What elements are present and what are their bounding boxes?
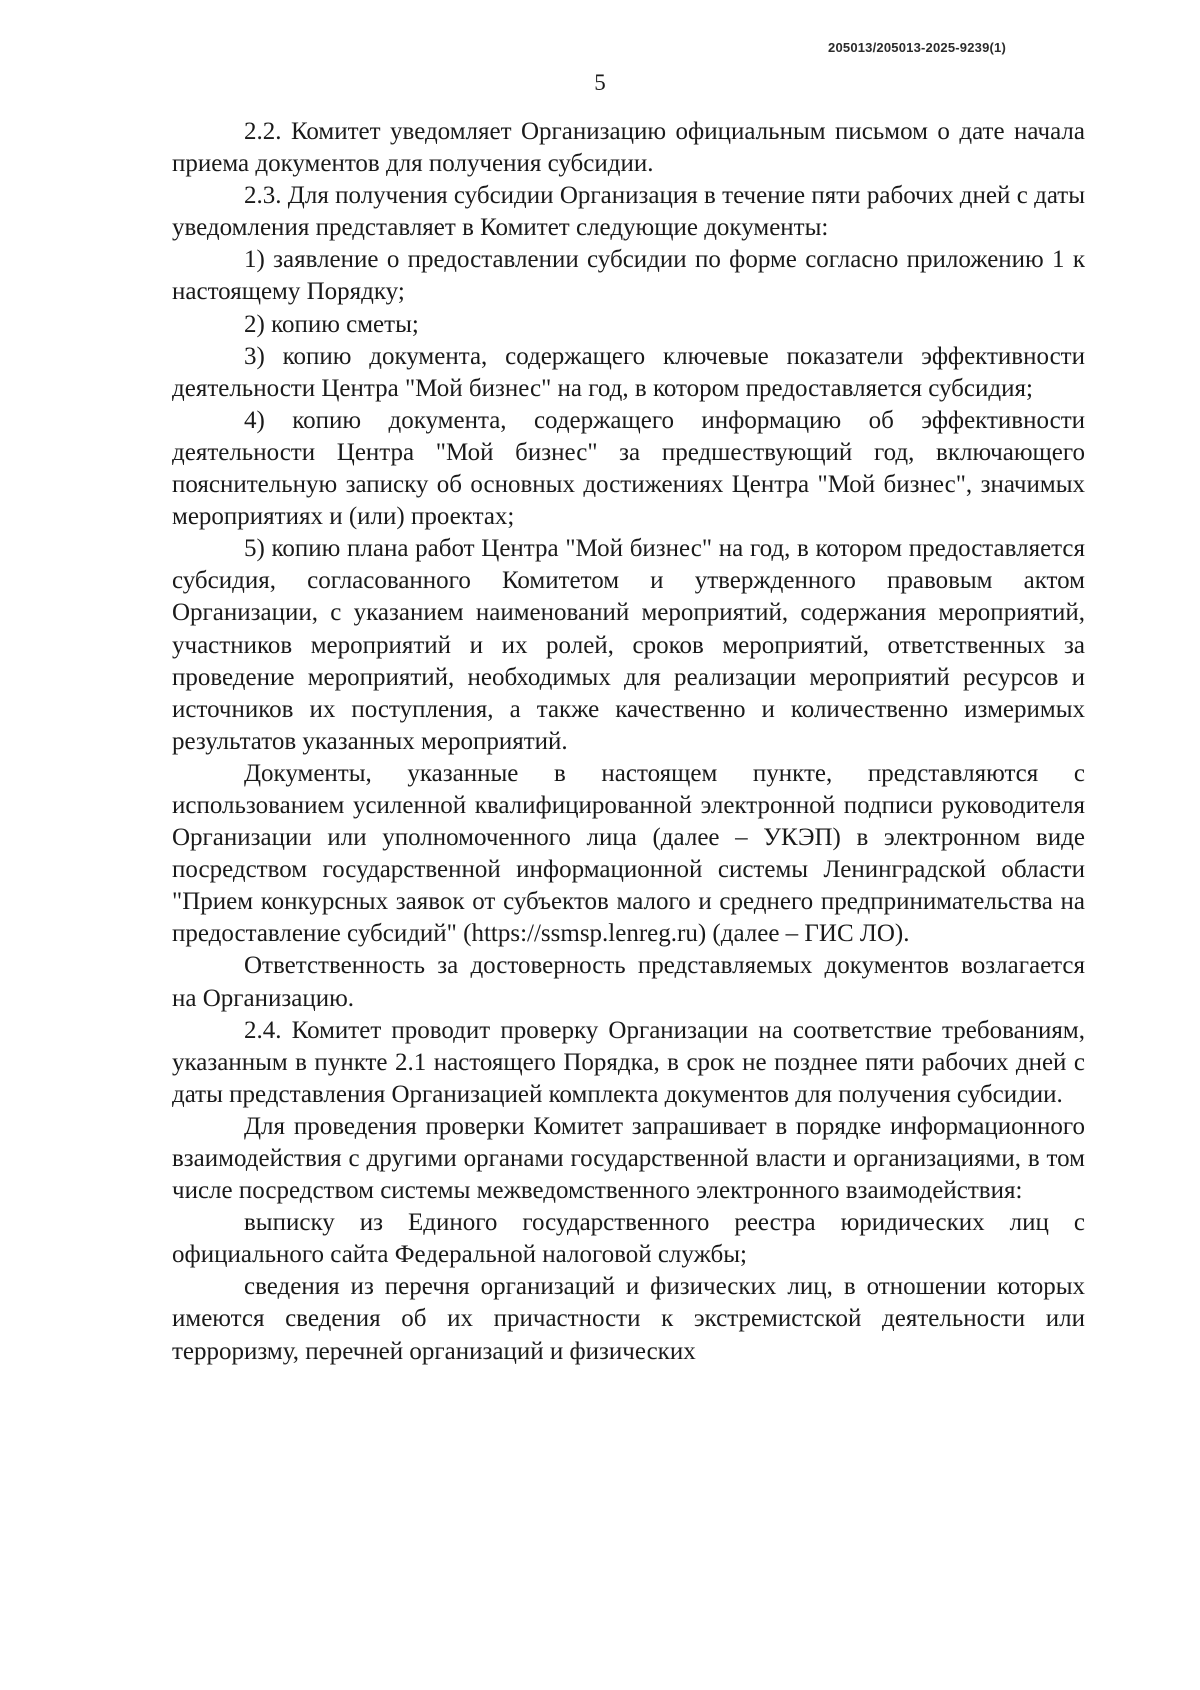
- list-item-1: 1) заявление о предоставлении субсидии по форме согласно приложению 1 к настоящему Порядку;: [172, 246, 1085, 306]
- paragraph-2-3: 2.3. Для получения субсидии Организация в течение пяти рабочих дней с даты уведомления представляет в Комитет следующие документы:: [172, 182, 1085, 242]
- paragraph-documents: Документы, указанные в настоящем пункте, представляются с использованием усиленной квалифицированной электронной подписи руководителя Организации или уполномоченного лица (далее – УКЭП) в электронном виде посредством государственной информационной системы Ленинградской области "Прием конкурсных заявок от субъектов малого и среднего предпринимательства на предоставление субсидий" (https://ssmsp.lenreg.ru) (далее – ГИС ЛО).: [172, 759, 1085, 948]
- document-body: [172, 116, 1085, 1368]
- list-item-5: 5) копию плана работ Центра "Мой бизнес" на год, в котором предоставляется субсидия, согласованного Комитетом и утвержденного правовым актом Организации, с указанием наименований мероприятий, содержания мероприятий, участников мероприятий и их ролей, сроков мероприятий, ответственных за проведение мероприятий, необходимых для реализации мероприятий ресурсов и источников их поступления, а также качественно и количественно измеримых результатов указанных мероприятий.: [172, 535, 1085, 755]
- paragraph-info: сведения из перечня организаций и физических лиц, в отношении которых имеются сведения об их причастности к экстремистской деятельности или терроризму, перечней организаций и физических: [172, 1273, 1085, 1365]
- paragraph-verification: Для проведения проверки Комитет запрашивает в порядке информационного взаимодействия с другими органами государственной власти и организациями, в том числе посредством системы межведомственного электронного взаимодействия:: [172, 1112, 1085, 1205]
- paragraph-2-4: 2.4. Комитет проводит проверку Организации на соответствие требованиям, указанным в пункте 2.1 настоящего Порядка, в срок не позднее пяти рабочих дней с даты представления Организацией комплекта документов для получения субсидии.: [172, 1016, 1085, 1108]
- page-number: 5: [594, 70, 606, 95]
- list-item-4: 4) копию документа, содержащего информацию об эффективности деятельности Центра "Мой бизнес" за предшествующий год, включающего пояснительную записку об основных достижениях Центра "Мой бизнес", значимых мероприятиях и (или) проектах;: [172, 406, 1085, 531]
- document-id: 205013/205013-2025-9239(1): [828, 40, 1006, 55]
- list-item-2: 2) копию сметы;: [244, 310, 419, 338]
- list-item-3: 3) копию документа, содержащего ключевые показатели эффективности деятельности Центра "Мой бизнес" на год, в котором предоставляется субсидия;: [172, 342, 1085, 402]
- paragraph-extract: выписку из Единого государственного реестра юридических лиц с официального сайта Федеральной налоговой службы;: [172, 1209, 1085, 1269]
- paragraph-responsibility: Ответственность за достоверность представляемых документов возлагается на Организацию.: [172, 952, 1085, 1012]
- paragraph-2-2: 2.2. Комитет уведомляет Организацию официальным письмом о дате начала приема документов для получения субсидии.: [172, 118, 1085, 178]
